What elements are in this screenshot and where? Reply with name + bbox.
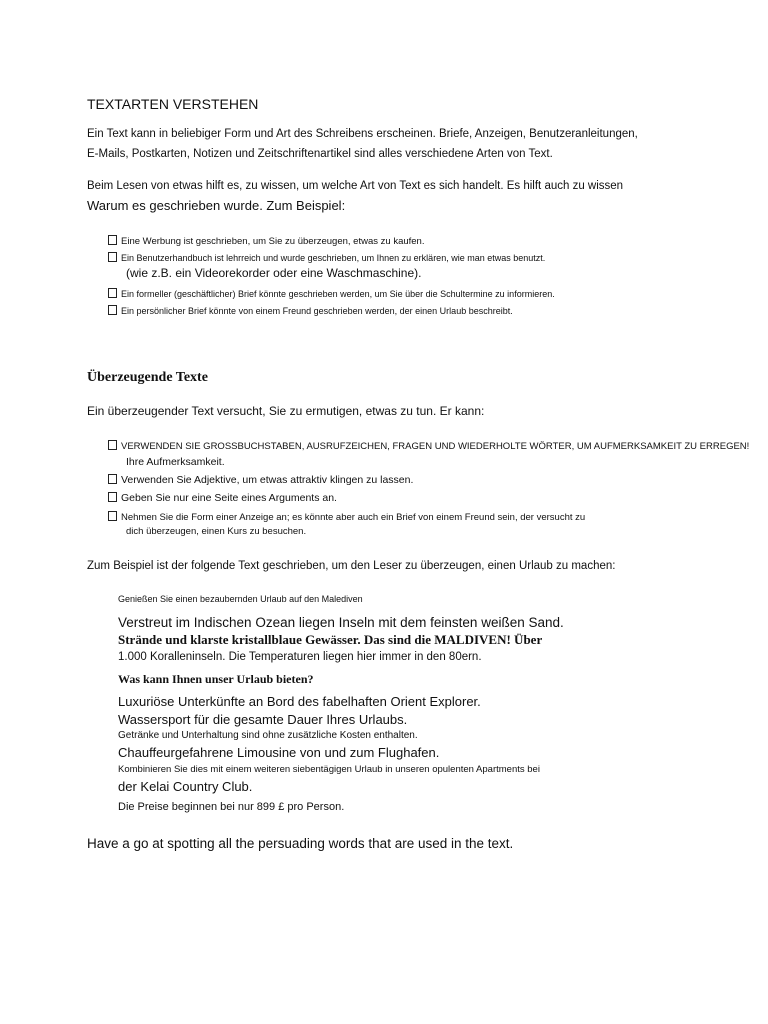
ad-headline: Genießen Sie einen bezaubernden Urlaub auf den Malediven: [118, 594, 363, 604]
page-title: TEXTARTEN VERSTEHEN: [87, 96, 259, 112]
list-item-text: Ein Benutzerhandbuch ist lehrreich und wurde geschrieben, um Ihnen zu erklären, wie man etwas benutzt.: [121, 253, 546, 263]
ad-line: Kombinieren Sie dies mit einem weiteren siebentägigen Urlaub in unseren opulenten Apartments bei: [118, 764, 540, 775]
example-item-formal-letter: [108, 288, 555, 299]
ad-line: Luxuriöse Unterkünfte an Bord des fabelhaften Orient Explorer.: [118, 694, 481, 709]
ad-line: der Kelai Country Club.: [118, 779, 253, 794]
persuasive-intro: Ein überzeugender Text versucht, Sie zu ermutigen, etwas zu tun. Er kann:: [87, 404, 485, 418]
ad-line: 1.000 Koralleninseln. Die Temperaturen liegen hier immer in den 80ern.: [118, 651, 482, 663]
example-item-advert: [108, 235, 424, 247]
ad-line: Wassersport für die gesamte Dauer Ihres Urlaubs.: [118, 712, 408, 727]
persuasive-item-one-side: [108, 492, 337, 504]
checkbox-bullet-icon: [108, 511, 117, 521]
example-item-manual: [108, 252, 545, 263]
intro-paragraph-1-line-1: Ein Text kann in beliebiger Form und Art des Schreibens erscheinen. Briefe, Anzeigen, Benutzeranleitungen,: [87, 128, 638, 140]
persuasive-item-capitals-continuation: Ihre Aufmerksamkeit.: [126, 456, 225, 468]
persuasive-item-adjectives: [108, 474, 413, 486]
list-item-text: Ein formeller (geschäftlicher) Brief könnte geschrieben werden, um Sie über die Schultermine zu informieren.: [121, 289, 555, 299]
checkbox-bullet-icon: [108, 252, 117, 262]
example-item-personal-letter: [108, 305, 513, 316]
intro-paragraph-1-line-2: E-Mails, Postkarten, Notizen und Zeitschriftenartikel sind alles verschiedene Arten von Text.: [87, 148, 553, 160]
ad-line: Chauffeurgefahrene Limousine von und zum Flughafen.: [118, 745, 440, 760]
intro-paragraph-2-line-1: Beim Lesen von etwas hilft es, zu wissen, um welche Art von Text es sich handelt. Es hilft auch zu wissen: [87, 180, 624, 192]
example-intro: Zum Beispiel ist der folgende Text geschrieben, um den Leser zu überzeugen, einen Urlaub zu machen:: [87, 560, 616, 572]
ad-line: Strände und klarste kristallblaue Gewässer. Das sind die MALDIVEN! Über: [118, 632, 543, 647]
ad-subheading: Was kann Ihnen unser Urlaub bieten?: [118, 672, 314, 686]
checkbox-bullet-icon: [108, 492, 117, 502]
checkbox-bullet-icon: [108, 440, 117, 450]
intro-paragraph-2-line-2: Warum es geschrieben wurde. Zum Beispiel:: [87, 198, 346, 213]
checkbox-bullet-icon: [108, 288, 117, 298]
list-item-text: Verwenden Sie Adjektive, um etwas attraktiv klingen zu lassen.: [121, 474, 414, 486]
persuasive-item-advert-form-continuation: dich überzeugen, einen Kurs zu besuchen.: [126, 526, 307, 537]
list-item-text: VERWENDEN SIE GROSSBUCHSTABEN, AUSRUFZEICHEN, FRAGEN UND WIEDERHOLTE WÖRTER, UM AUFMERKSAMKEIT ZU ERREGEN!: [121, 441, 750, 452]
ad-price: Die Preise beginnen bei nur 899 £ pro Person.: [118, 801, 345, 813]
checkbox-bullet-icon: [108, 474, 117, 484]
checkbox-bullet-icon: [108, 305, 117, 315]
closing-instruction: Have a go at spotting all the persuading words that are used in the text.: [87, 836, 514, 851]
ad-line: Getränke und Unterhaltung sind ohne zusätzliche Kosten enthalten.: [118, 730, 418, 741]
list-item-text: Geben Sie nur eine Seite eines Arguments an.: [121, 492, 337, 504]
example-item-manual-continuation: (wie z.B. ein Videorekorder oder eine Waschmaschine).: [126, 266, 422, 280]
list-item-text: Nehmen Sie die Form einer Anzeige an; es könnte aber auch ein Brief von einem Freund sein, der versucht zu: [121, 512, 586, 523]
persuasive-item-capitals: [108, 440, 749, 452]
checkbox-bullet-icon: [108, 235, 117, 245]
persuasive-heading: Überzeugende Texte: [87, 370, 208, 385]
ad-line: Verstreut im Indischen Ozean liegen Inseln mit dem feinsten weißen Sand.: [118, 615, 564, 630]
list-item-text: Eine Werbung ist geschrieben, um Sie zu überzeugen, etwas zu kaufen.: [121, 236, 425, 247]
persuasive-item-advert-form: [108, 511, 585, 523]
list-item-text: Ein persönlicher Brief könnte von einem Freund geschrieben werden, der einen Urlaub beschreibt.: [121, 306, 513, 316]
